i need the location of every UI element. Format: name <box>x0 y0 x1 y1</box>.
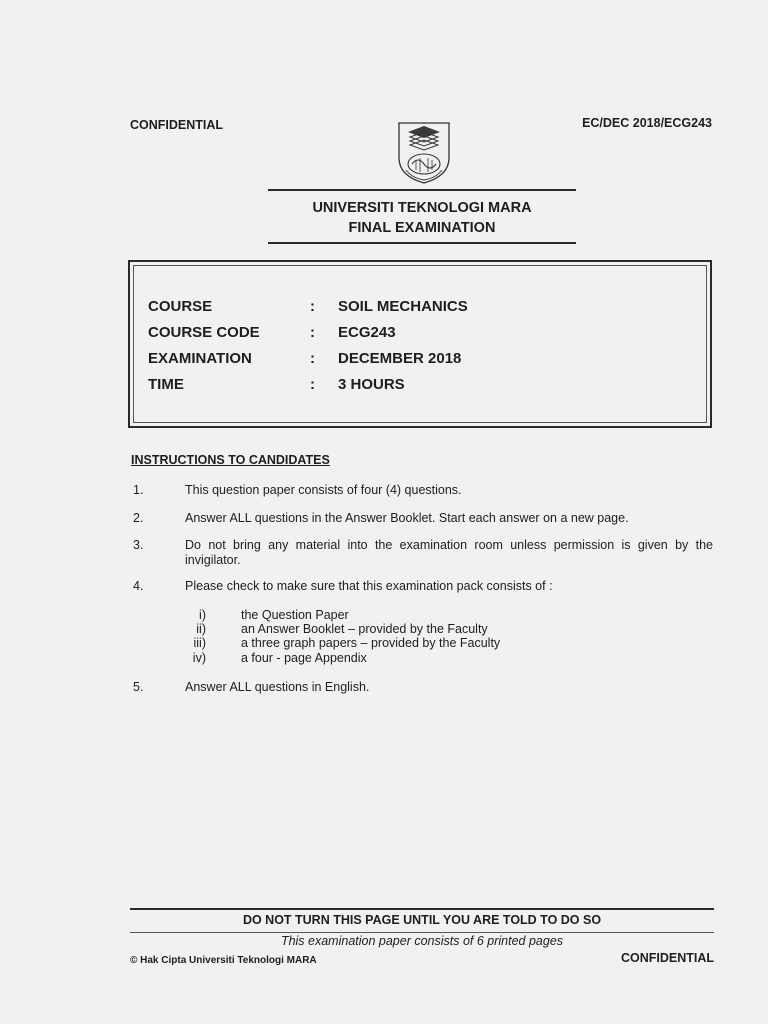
pack-item-number: i) <box>199 608 206 622</box>
course-info-box <box>128 260 712 428</box>
course-label: COURSE <box>148 298 213 315</box>
instruction-number: 5. <box>133 680 144 694</box>
course-code-label: COURSE CODE <box>148 324 260 341</box>
confidential-footer: CONFIDENTIAL <box>620 951 714 965</box>
exam-reference-code: EC/DEC 2018/ECG243 <box>582 116 712 130</box>
time-label: TIME <box>148 376 184 393</box>
time-row <box>148 376 688 398</box>
examination-value: DECEMBER 2018 <box>338 350 462 367</box>
course-code-row <box>148 324 688 346</box>
instruction-number: 1. <box>133 483 144 497</box>
footer-top-rule <box>130 908 714 910</box>
instruction-number: 4. <box>133 579 144 593</box>
instruction-text: Answer ALL questions in English. <box>185 680 370 694</box>
pack-item-text: the Question Paper <box>241 608 349 622</box>
pack-item-text: a three graph papers – provided by the Faculty <box>241 636 501 650</box>
do-not-turn-notice: DO NOT TURN THIS PAGE UNTIL YOU ARE TOLD TO DO SO <box>242 913 602 927</box>
course-value: SOIL MECHANICS <box>338 298 468 315</box>
instruction-text: Please check to make sure that this examination pack consists of : <box>185 579 553 593</box>
instruction-number: 2. <box>133 511 144 525</box>
course-code-value: ECG243 <box>338 324 396 341</box>
instruction-text: Answer ALL questions in the Answer Booklet. Start each answer on a new page. <box>185 511 629 525</box>
confidential-header: CONFIDENTIAL <box>130 118 224 132</box>
title-bottom-rule <box>268 242 576 244</box>
examination-row <box>148 350 688 372</box>
instruction-text: This question paper consists of four (4) questions. <box>185 483 462 497</box>
instructions-heading: INSTRUCTIONS TO CANDIDATES <box>131 453 330 467</box>
pack-item-text: an Answer Booklet – provided by the Faculty <box>241 622 488 636</box>
exam-title: FINAL EXAMINATION <box>348 220 496 236</box>
footer-divider <box>130 932 714 933</box>
page-count-note: This examination paper consists of 6 printed pages <box>280 934 564 948</box>
instruction-number: 3. <box>133 538 144 552</box>
course-colon: : <box>310 298 315 315</box>
pack-item-number: ii) <box>196 622 206 636</box>
university-name: UNIVERSITI TEKNOLOGI MARA <box>312 200 532 216</box>
time-colon: : <box>310 376 315 393</box>
copyright-notice: © Hak Cipta Universiti Teknologi MARA <box>130 955 317 966</box>
title-top-rule <box>268 189 576 191</box>
instruction-text: Do not bring any material into the examination room unless permission is given by the invigilator. <box>185 538 713 567</box>
examination-colon: : <box>310 350 315 367</box>
pack-item-text: a four - page Appendix <box>241 651 367 665</box>
course-code-colon: : <box>310 324 315 341</box>
pack-item-number: iv) <box>192 651 206 665</box>
time-value: 3 HOURS <box>338 376 405 393</box>
course-row <box>148 298 688 320</box>
uitm-crest-icon <box>396 120 452 186</box>
examination-label: EXAMINATION <box>148 350 252 367</box>
pack-item-number: iii) <box>193 636 206 650</box>
